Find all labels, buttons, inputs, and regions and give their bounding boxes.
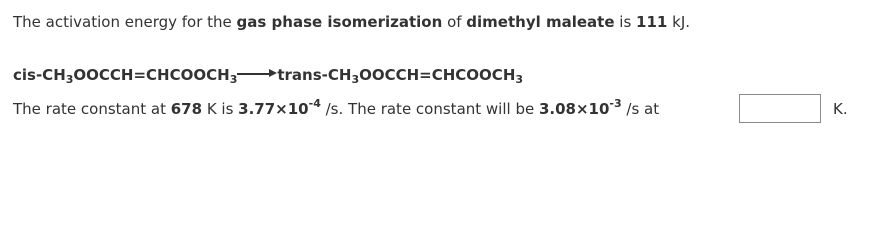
reaction-arrow-icon — [237, 69, 277, 79]
product-formula — [277, 66, 523, 84]
temperature-value: 678 — [170, 100, 203, 118]
reaction-equation — [13, 65, 523, 85]
question-sentence-rate-constant — [13, 99, 659, 119]
question-sentence-activation-energy — [13, 12, 690, 32]
formula-part: trans-CH — [277, 66, 352, 84]
formula-subscript: 3 — [351, 73, 360, 86]
rate-exponent: -3 — [609, 97, 622, 110]
answer-temperature-input[interactable] — [739, 94, 821, 123]
rate-constant-2 — [538, 97, 622, 118]
rate-mantissa: 3.77×10 — [238, 100, 309, 118]
text-segment: /s. The rate constant will be — [320, 100, 539, 118]
text-segment: The activation energy for the — [13, 13, 237, 31]
activation-energy-value: 111 — [636, 13, 668, 31]
formula-subscript: 3 — [65, 73, 74, 86]
process-name: gas phase isomerization — [236, 13, 443, 31]
activation-energy-unit: kJ. — [667, 13, 691, 31]
text-segment: The rate constant at — [13, 100, 171, 118]
reactant-formula — [13, 66, 237, 84]
formula-part: cis-CH — [13, 66, 66, 84]
text-segment: is — [614, 13, 637, 31]
formula-subscript: 3 — [515, 73, 524, 86]
rate-mantissa: 3.08×10 — [538, 100, 610, 118]
formula-subscript: 3 — [229, 73, 238, 86]
answer-unit-label: K. — [833, 100, 848, 118]
text-segment: of — [442, 13, 467, 31]
text-segment: K is — [202, 100, 239, 118]
formula-part: OOCCH=CHCOOCH — [359, 66, 516, 84]
formula-part: OOCCH=CHCOOCH — [73, 66, 230, 84]
text-segment: /s at — [621, 100, 660, 118]
rate-constant-1 — [238, 97, 321, 118]
rate-exponent: -4 — [308, 97, 321, 110]
compound-name: dimethyl maleate — [466, 13, 615, 31]
